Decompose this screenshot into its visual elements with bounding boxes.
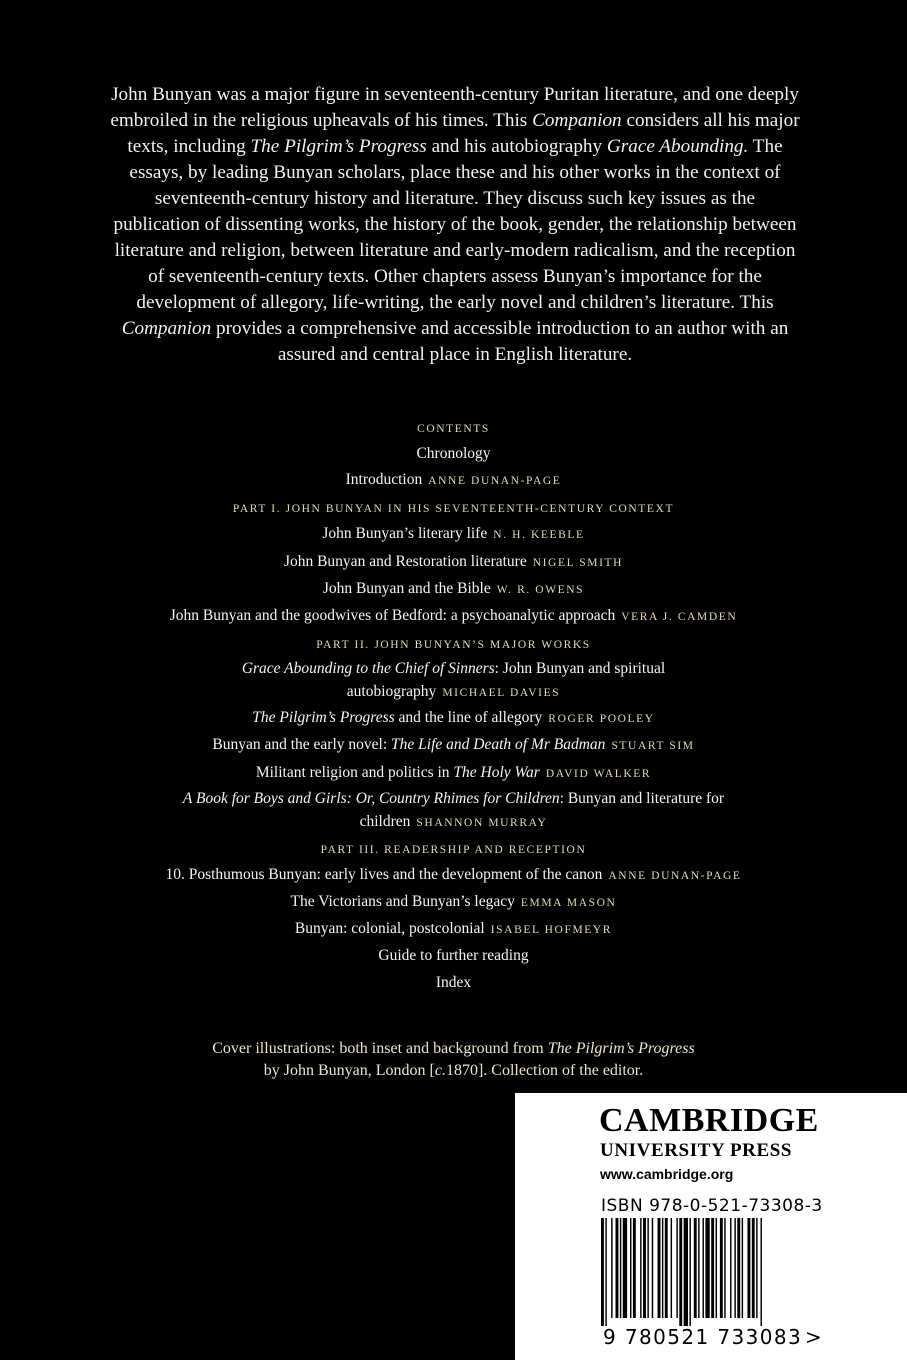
toc-author: NIGEL SMITH: [532, 556, 624, 569]
toc-item: Militant religion and politics in The Holy War DAVID WALKER: [255, 763, 652, 781]
toc-guide: Guide to further reading: [378, 947, 529, 965]
toc-author: ANNE DUNAN-PAGE: [428, 475, 562, 488]
publisher-box: [515, 1093, 907, 1360]
blurb-text: John Bunyan was a major figure in seventeenth-century Puritan literature, and one deeply embroiled in the religious upheavals of his times. This: [110, 84, 799, 131]
toc-item: John Bunyan and the goodwives of Bedford: a psychoanalytic approach VERA J. CAMDEN: [169, 607, 738, 625]
toc-introduction: Introduction ANNE DUNAN-PAGE: [345, 471, 562, 489]
isbn-label: ISBN 978-0-521-73308-3: [601, 1196, 823, 1216]
contents-heading: CONTENTS: [417, 423, 490, 435]
blurb-text: The essays, by leading Bunyan scholars, place these and his other works in the context of seventeenth-century history and literature. They discuss such key issues as the publication of dissenting works, the history of the book, gender, the relationship between literature and religion, between literature and early-modern radicalism, and the reception of seventeenth-century texts. Other chapters assess Bunyan’s importance for the development of allegory, life-writing, the early novel and children’s literature. This: [113, 136, 797, 313]
back-cover-blurb: [110, 82, 800, 368]
toc-author: MICHAEL DAVIES: [442, 687, 561, 700]
blurb-text: and his autobiography: [426, 136, 607, 157]
part-heading: PART I. JOHN BUNYAN IN HIS SEVENTEENTH-CENTURY CONTEXT: [232, 503, 675, 516]
part-heading: PART II. JOHN BUNYAN’S MAJOR WORKS: [316, 639, 591, 652]
toc-chronology: Chronology: [416, 445, 491, 462]
blurb-italic: Grace Abounding.: [606, 136, 749, 157]
publisher-subtitle: UNIVERSITY PRESS: [600, 1140, 793, 1161]
toc-item: The Pilgrim’s Progress and the line of allegory ROGER POOLEY: [252, 709, 655, 727]
toc-item: Bunyan: colonial, postcolonial ISABEL HOFMEYR: [294, 920, 613, 938]
toc-author: EMMA MASON: [520, 897, 617, 910]
publisher-url: www.cambridge.org: [600, 1166, 734, 1182]
blurb-italic: Companion: [121, 318, 212, 339]
credits-line: by John Bunyan, London [c.1870]. Collection of the editor.: [263, 1062, 644, 1079]
toc-author: SHANNON MURRAY: [416, 816, 548, 829]
toc-author: ROGER POOLEY: [548, 713, 655, 726]
toc-item: The Victorians and Bunyan’s legacy EMMA MASON: [290, 893, 617, 911]
barcode-digits: 9 780521 733083: [603, 1325, 803, 1349]
toc-index: Index: [435, 973, 472, 991]
blurb-text: provides a comprehensive and accessible introduction to an author with an assured and central place in English literature.: [211, 318, 789, 365]
toc-author: N. H. KEEBLE: [493, 529, 585, 542]
toc-item: John Bunyan and the Bible W. R. OWENS: [322, 579, 585, 597]
toc-item: 10. Posthumous Bunyan: early lives and the development of the canon ANNE DUNAN-PAGE: [165, 865, 742, 883]
barcode-arrow: >: [805, 1325, 822, 1349]
credits-line: Cover illustrations: both inset and background from The Pilgrim’s Progress: [212, 1040, 695, 1057]
toc-author: ANNE DUNAN-PAGE: [608, 869, 742, 882]
toc-item: Bunyan and the early novel: The Life and Death of Mr Badman STUART SIM: [212, 736, 695, 754]
toc-author: VERA J. CAMDEN: [621, 611, 738, 624]
toc-author: ISABEL HOFMEYR: [490, 924, 613, 937]
cover-credits: [0, 1038, 907, 1082]
toc-item-continued: autobiography MICHAEL DAVIES: [346, 683, 561, 701]
toc-item-continued: children SHANNON MURRAY: [359, 812, 548, 830]
toc-item: John Bunyan’s literary life N. H. KEEBLE: [322, 525, 585, 543]
part-heading: PART III. READERSHIP AND RECEPTION: [320, 843, 587, 856]
blurb-text: considers all his major texts, including: [127, 110, 800, 157]
toc-item: A Book for Boys and Girls: Or, Country Rhimes for Children: Bunyan and literature for: [182, 789, 725, 807]
toc-author: W. R. OWENS: [496, 583, 585, 596]
toc-author: STUART SIM: [611, 740, 695, 753]
blurb-italic: The Pilgrim’s Progress: [250, 136, 427, 157]
toc-author: DAVID WALKER: [545, 767, 652, 780]
toc-item: Grace Abounding to the Chief of Sinners: John Bunyan and spiritual: [241, 660, 666, 678]
toc-item: John Bunyan and Restoration literature NIGEL SMITH: [283, 552, 624, 570]
barcode-icon: [601, 1218, 811, 1326]
table-of-contents: [0, 419, 907, 996]
publisher-name: CAMBRIDGE: [599, 1102, 819, 1139]
blurb-italic: Companion: [532, 110, 622, 131]
